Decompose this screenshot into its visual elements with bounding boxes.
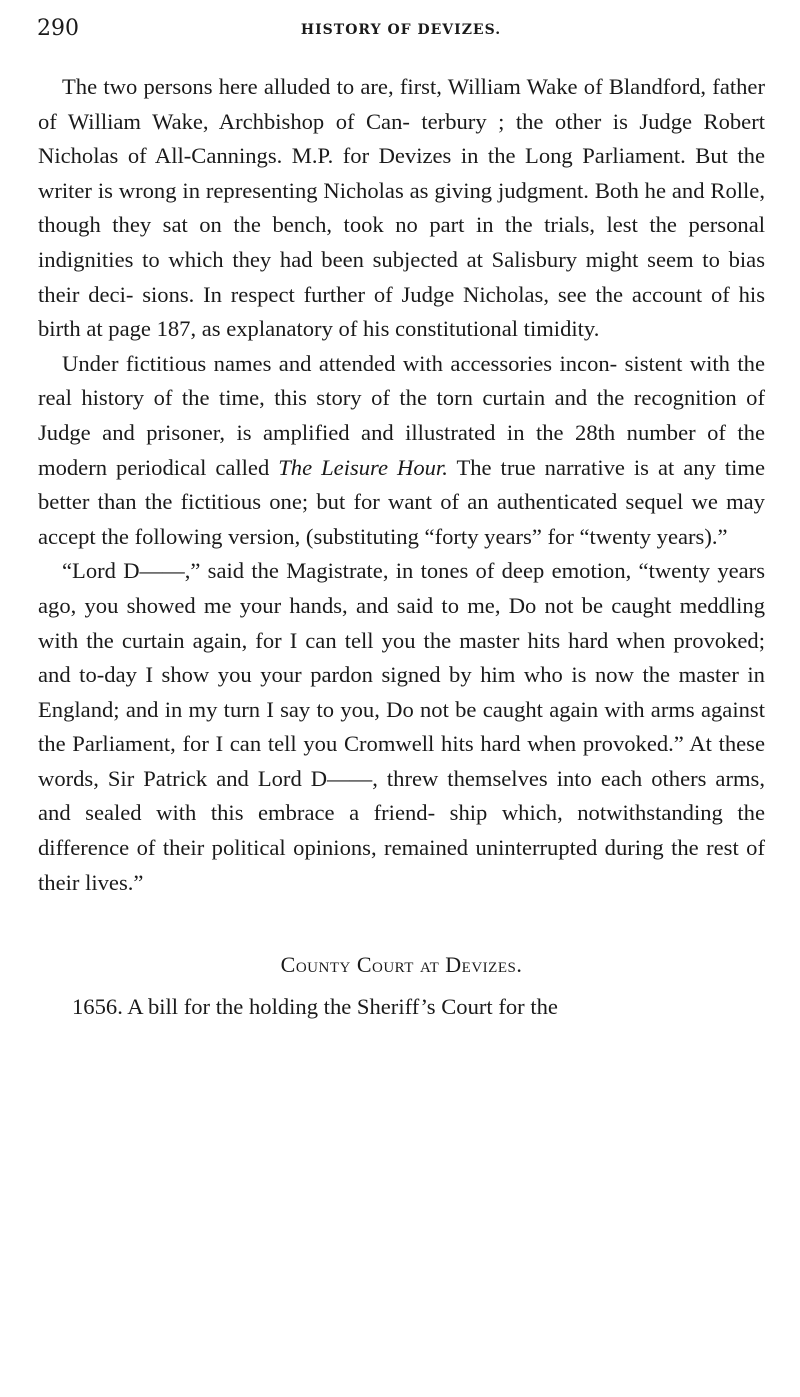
- text-line: “Lord D——,” said the Magistrate, in tones of deep: [62, 558, 545, 584]
- text-line: The two persons here alluded to are, first, William Wake: [62, 74, 578, 99]
- running-head: [37, 14, 765, 46]
- text-line: Do not be caught again with arms against the Parliament,: [38, 696, 765, 757]
- text-line: timidity.: [523, 316, 600, 342]
- text-line: been subjected at Salisbury might seem to bias their deci-: [38, 246, 765, 307]
- text-line: for I can tell you Cromwell hits hard when provoked.” At: [182, 731, 712, 757]
- paragraph-alluded-persons: [38, 70, 765, 347]
- text-line: Under fictitious names and attended with accessories incon-: [62, 350, 618, 376]
- text-line: any time better than the fictitious one; but for want of an: [38, 454, 765, 515]
- text-line-start: periodical called: [116, 454, 279, 480]
- text-line: terbury ; the other is Judge Robert Nicholas of All-Cannings.: [38, 108, 765, 169]
- text-line: ship which, notwithstanding the difference of their political: [38, 800, 765, 861]
- text-line: of his birth at page 187, as explanatory of his constitutional: [38, 281, 766, 342]
- text-line: these words, Sir Patrick and Lord D——, threw themselves: [38, 731, 766, 791]
- running-title: HISTORY OF DEVIZES.: [300, 22, 502, 38]
- paragraph-fictitious-names: [38, 347, 765, 555]
- text-line: of Blandford, father of William Wake, Archbishop of Can-: [38, 74, 765, 134]
- section-first-line: 1656. A bill for the holding the Sheriff’s Court for the: [72, 994, 558, 1020]
- body-text: [38, 70, 765, 1025]
- text-line: (substituting “forty years” for “twenty years).”: [305, 523, 728, 549]
- paragraph-magistrate-speech: [38, 554, 765, 900]
- text-line: torn curtain and the recognition of Judge and prisoner, is: [38, 385, 765, 445]
- text-line: sistent with the real history of the time, this story of the: [38, 350, 765, 411]
- section-heading: County Court at Devizes.: [280, 952, 523, 978]
- text-line: sions. In respect further of Judge Nicholas, see the account: [142, 281, 703, 307]
- text-line: M.P. for Devizes in the Long Parliament. But the writer: [38, 143, 765, 203]
- text-line: opinions, remained uninterrupted during the rest of their: [38, 835, 765, 895]
- text-line: emotion, “twenty years ago, you showed me your hands, and: [38, 558, 766, 618]
- periodical-title: The Leisure Hour.: [278, 454, 448, 480]
- text-line: he and Rolle, though they sat on the bench, took no part in: [38, 177, 765, 238]
- page-number: 290: [37, 16, 79, 41]
- text-line: said to me, Do not be caught meddling with the curtain: [38, 592, 765, 653]
- text-line: again, for I can tell you the master hits hard when provoked;: [192, 627, 765, 653]
- text-line: lives.”: [85, 869, 144, 895]
- text-line: amplified and illustrated in the 28th number of the modern: [38, 419, 765, 480]
- text-line: into each others arms, and sealed with this embrace a friend-: [38, 765, 765, 826]
- text-line: the trials, lest the personal indignities to which they had: [38, 212, 765, 272]
- text-line: now the master in England; and in my turn I say to you,: [38, 662, 765, 722]
- text-line: is wrong in representing Nicholas as giving judgment. Both: [97, 177, 639, 203]
- text-line: and to-day I show you your pardon signed by him who is: [38, 662, 587, 688]
- text-line-end: The true narrative is at: [447, 454, 675, 480]
- text-line: authenticated sequel we may accept the following version,: [38, 489, 765, 549]
